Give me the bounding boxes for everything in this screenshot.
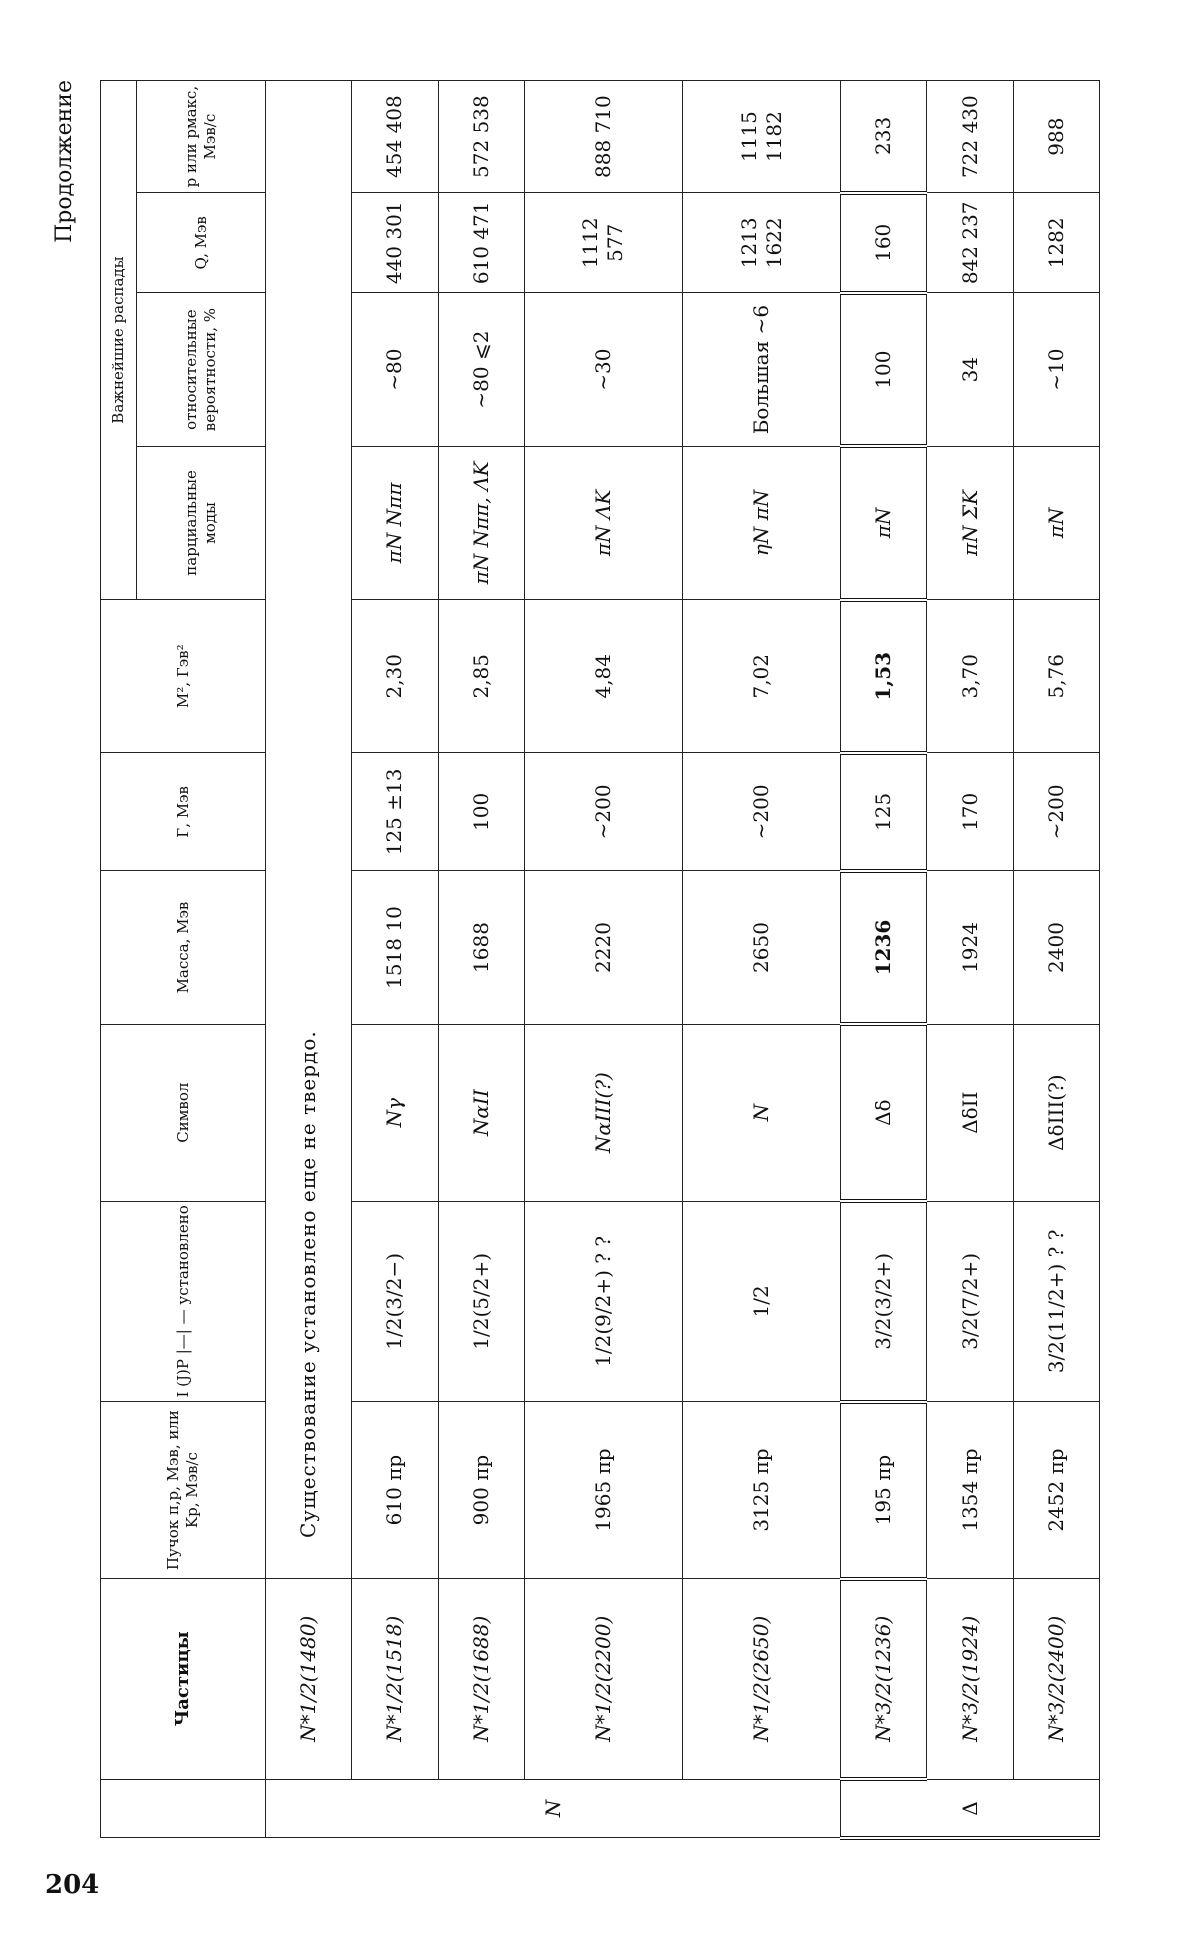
modes-cell: ηN πN bbox=[682, 446, 840, 599]
m2-cell: 4,84 bbox=[524, 600, 682, 753]
q-cell: 440 301 bbox=[352, 193, 438, 293]
modes-cell: πN bbox=[841, 446, 927, 599]
header-gamma: Г, Мэв bbox=[101, 753, 266, 871]
table-row bbox=[438, 81, 524, 1839]
m2-cell: 7,02 bbox=[682, 600, 840, 753]
table-row bbox=[266, 81, 352, 1839]
rotated-table-wrapper bbox=[52, 80, 1160, 1840]
continuation-label: Продолжение bbox=[52, 80, 77, 243]
gamma-cell: ∼200 bbox=[1013, 753, 1099, 871]
modes-cell: πN Nππ bbox=[352, 446, 438, 599]
symbol-cell: N bbox=[682, 1024, 840, 1201]
header-partial-modes: парциальные моды bbox=[137, 446, 266, 599]
symbol-cell: NαIII(?) bbox=[524, 1024, 682, 1201]
p-cell: 1115 1182 bbox=[682, 81, 840, 193]
page-number: 204 bbox=[45, 1870, 100, 1900]
group-label-delta: Δ bbox=[841, 1779, 1100, 1838]
note-text: Существование установлено еще не твердо. bbox=[266, 81, 352, 1579]
group-label-n: N bbox=[266, 1779, 841, 1838]
header-probabilities: относительные вероятности, % bbox=[137, 293, 266, 446]
beam-cell: 1354 πp bbox=[927, 1402, 1013, 1579]
particle-cell: N*3/2(1924) bbox=[927, 1579, 1013, 1780]
modes-cell: πN ΣK bbox=[927, 446, 1013, 599]
particle-cell: N*3/2(1236) bbox=[841, 1579, 927, 1780]
m2-cell: 2,30 bbox=[352, 600, 438, 753]
prob-cell: 34 bbox=[927, 293, 1013, 446]
mass-cell: 2220 bbox=[524, 871, 682, 1024]
q-cell: 160 bbox=[841, 193, 927, 293]
header-p: p или pмакс, Мэв/с bbox=[137, 81, 266, 193]
header-isospin: I (J)P |—| — установлено bbox=[101, 1201, 266, 1402]
gamma-cell: 100 bbox=[438, 753, 524, 871]
beam-cell: 610 πp bbox=[352, 1402, 438, 1579]
symbol-cell: NαII bbox=[438, 1024, 524, 1201]
p-cell: 454 408 bbox=[352, 81, 438, 193]
m2-cell: 3,70 bbox=[927, 600, 1013, 753]
isospin-cell: 3/2(3/2+) bbox=[841, 1201, 927, 1402]
beam-cell: 195 πp bbox=[841, 1402, 927, 1579]
prob-cell: ∼30 bbox=[524, 293, 682, 446]
prob-cell: 100 bbox=[841, 293, 927, 446]
p-cell: 988 bbox=[1013, 81, 1099, 193]
group-header bbox=[101, 1779, 266, 1838]
header-q: Q, Мэв bbox=[137, 193, 266, 293]
header-row bbox=[101, 81, 137, 1839]
particle-table bbox=[100, 80, 1100, 1840]
header-symbol: Символ bbox=[101, 1024, 266, 1201]
header-beam: Пучок π,p, Мэв, или Kp, Мэв/с bbox=[101, 1402, 266, 1579]
isospin-cell: 1/2(5/2+) bbox=[438, 1201, 524, 1402]
beam-cell: 900 πp bbox=[438, 1402, 524, 1579]
gamma-cell: 125 bbox=[841, 753, 927, 871]
isospin-cell: 3/2(7/2+) bbox=[927, 1201, 1013, 1402]
header-decays-group: Важнейшие распады bbox=[101, 81, 137, 600]
isospin-cell: 1/2(3/2−) bbox=[352, 1201, 438, 1402]
gamma-cell: 170 bbox=[927, 753, 1013, 871]
p-cell: 233 bbox=[841, 81, 927, 193]
particle-cell: N*3/2(2400) bbox=[1013, 1579, 1099, 1780]
modes-cell: πN bbox=[1013, 446, 1099, 599]
beam-cell: 2452 πp bbox=[1013, 1402, 1099, 1579]
particle-cell: N*1/2(1480) bbox=[266, 1579, 352, 1780]
mass-cell: 1236 bbox=[841, 871, 927, 1024]
mass-cell: 2650 bbox=[682, 871, 840, 1024]
particle-cell: N*1/2(1688) bbox=[438, 1579, 524, 1780]
q-cell: 610 471 bbox=[438, 193, 524, 293]
table-row bbox=[524, 81, 682, 1839]
symbol-cell: ΔδII bbox=[927, 1024, 1013, 1201]
q-cell: 1112 577 bbox=[524, 193, 682, 293]
particle-cell: N*1/2(1518) bbox=[352, 1579, 438, 1780]
table-row bbox=[1013, 81, 1099, 1839]
isospin-cell: 1/2(9/2+) ? ? bbox=[524, 1201, 682, 1402]
mass-cell: 2400 bbox=[1013, 871, 1099, 1024]
prob-cell: ∼80 bbox=[352, 293, 438, 446]
particle-cell: N*1/2(2650) bbox=[682, 1579, 840, 1780]
prob-cell: ∼10 bbox=[1013, 293, 1099, 446]
isospin-cell: 1/2 bbox=[682, 1201, 840, 1402]
table-row bbox=[682, 81, 840, 1839]
m2-cell: 5,76 bbox=[1013, 600, 1099, 753]
prob-cell: Большая ∼6 bbox=[682, 293, 840, 446]
prob-cell: ∼80 ⩽2 bbox=[438, 293, 524, 446]
mass-cell: 1518 10 bbox=[352, 871, 438, 1024]
beam-cell: 3125 πp bbox=[682, 1402, 840, 1579]
mass-cell: 1924 bbox=[927, 871, 1013, 1024]
modes-cell: πN ΛK bbox=[524, 446, 682, 599]
table-row bbox=[841, 81, 927, 1839]
p-cell: 888 710 bbox=[524, 81, 682, 193]
symbol-cell: Nγ bbox=[352, 1024, 438, 1201]
particle-cell: N*1/2(2200) bbox=[524, 1579, 682, 1780]
q-cell: 1213 1622 bbox=[682, 193, 840, 293]
isospin-cell: 3/2(11/2+) ? ? bbox=[1013, 1201, 1099, 1402]
gamma-cell: ∼200 bbox=[524, 753, 682, 871]
gamma-cell: 125 ±13 bbox=[352, 753, 438, 871]
mass-cell: 1688 bbox=[438, 871, 524, 1024]
table-row bbox=[927, 81, 1013, 1839]
symbol-cell: ΔδIII(?) bbox=[1013, 1024, 1099, 1201]
modes-cell: πN Nππ, ΛK bbox=[438, 446, 524, 599]
beam-cell: 1965 πp bbox=[524, 1402, 682, 1579]
table-row bbox=[352, 81, 438, 1839]
symbol-cell: Δδ bbox=[841, 1024, 927, 1201]
header-particles: Частицы bbox=[101, 1579, 266, 1780]
p-cell: 572 538 bbox=[438, 81, 524, 193]
q-cell: 842 237 bbox=[927, 193, 1013, 293]
m2-cell: 1,53 bbox=[841, 600, 927, 753]
m2-cell: 2,85 bbox=[438, 600, 524, 753]
header-mass: Масса, Мэв bbox=[101, 871, 266, 1024]
gamma-cell: ∼200 bbox=[682, 753, 840, 871]
q-cell: 1282 bbox=[1013, 193, 1099, 293]
header-m2: M², Гэв² bbox=[101, 600, 266, 753]
p-cell: 722 430 bbox=[927, 81, 1013, 193]
